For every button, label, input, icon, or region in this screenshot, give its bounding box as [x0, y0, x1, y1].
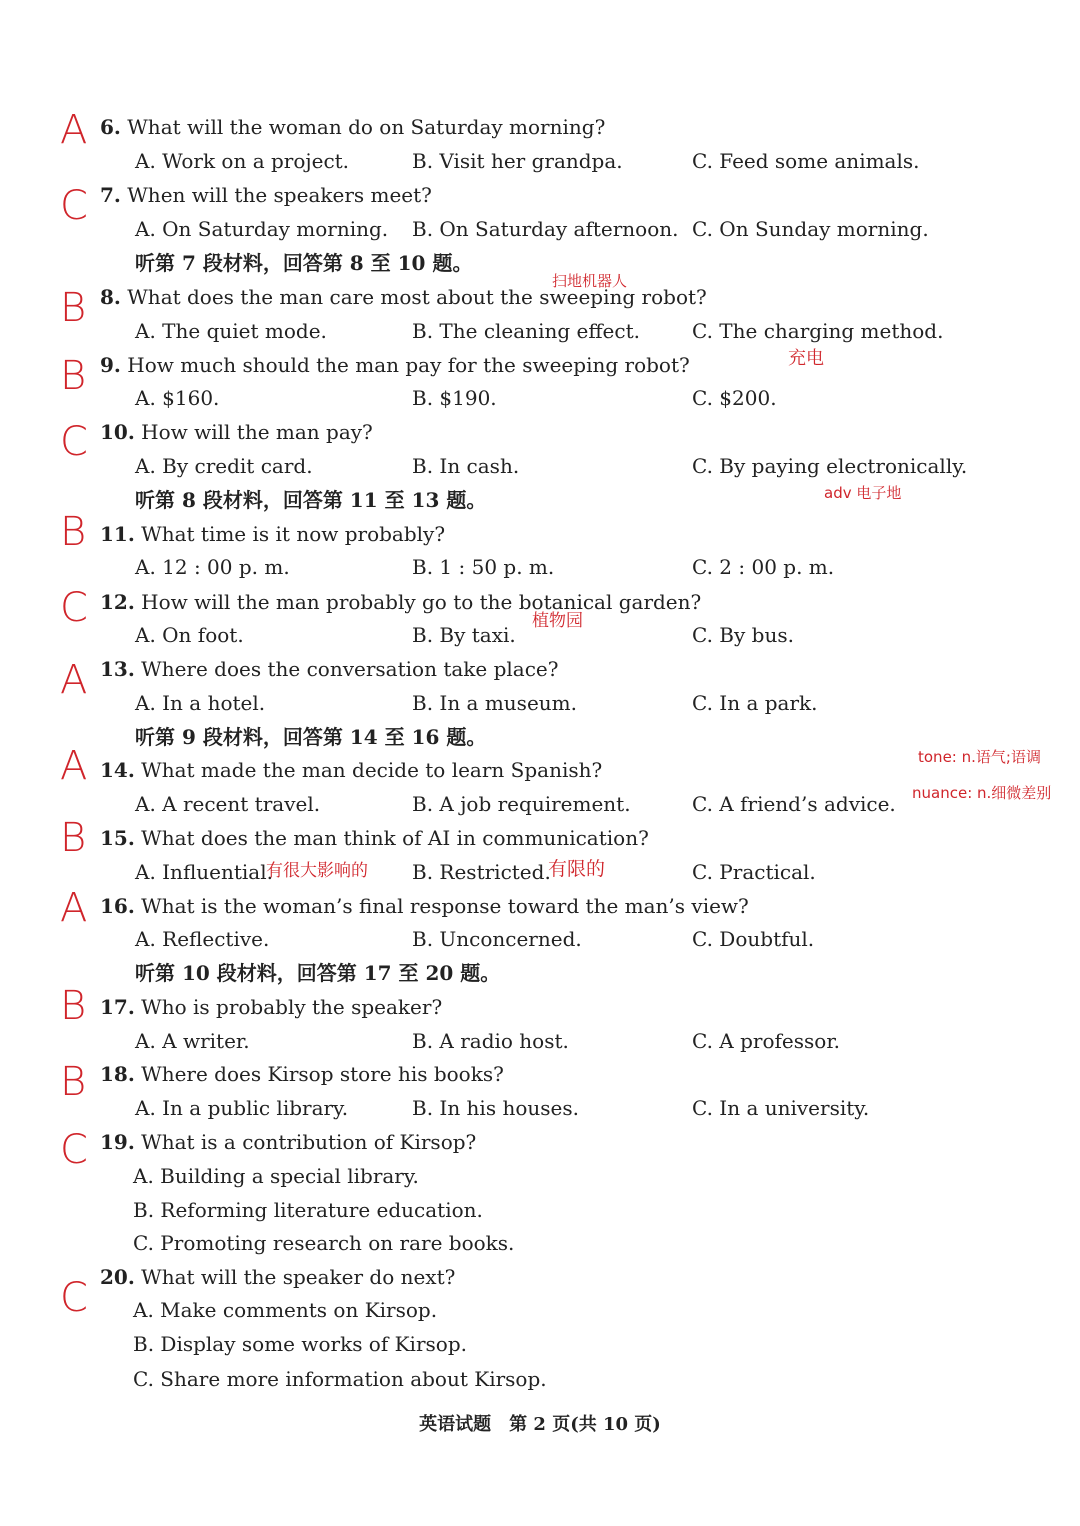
- answer-mark-13: A: [60, 657, 88, 703]
- option-7-a: A. On Saturday morning.: [135, 217, 389, 241]
- handwritten-note: 充电: [788, 348, 824, 369]
- section-heading: 听第 9 段材料，回答第 14 至 16 题。: [135, 725, 487, 749]
- option-6-b: B. Visit her grandpa.: [412, 149, 623, 173]
- option-9-a: A. $160.: [135, 386, 220, 410]
- answer-mark-17: B: [60, 983, 87, 1029]
- handwritten-note: 扫地机器人: [552, 272, 628, 290]
- question-text: Where does the conversation take place?: [141, 657, 559, 681]
- question-14: [100, 757, 602, 783]
- option-12-c: C. By bus.: [692, 623, 794, 647]
- handwritten-note: tone: n.语气;语调: [918, 748, 1041, 766]
- option-6-c: C. Feed some animals.: [692, 149, 920, 173]
- option-19-a: A. Building a special library.: [133, 1164, 419, 1188]
- option-10-a: A. By credit card.: [135, 454, 313, 478]
- option-19-c: C. Promoting research on rare books.: [133, 1231, 515, 1255]
- question-number: 9.: [100, 353, 121, 377]
- option-11-a: A. 12 : 00 p. m.: [135, 555, 290, 579]
- option-18-b: B. In his houses.: [412, 1096, 579, 1120]
- question-6: [100, 114, 605, 140]
- answer-mark-14: A: [60, 743, 88, 789]
- section-heading: 听第 8 段材料，回答第 11 至 13 题。: [135, 488, 487, 512]
- option-13-b: B. In a museum.: [412, 691, 577, 715]
- option-17-b: B. A radio host.: [412, 1029, 569, 1053]
- answer-mark-7: C: [60, 183, 88, 229]
- option-20-b: B. Display some works of Kirsop.: [133, 1332, 467, 1356]
- question-19: [100, 1129, 476, 1155]
- question-number: 16.: [100, 894, 135, 918]
- question-text: Where does Kirsop store his books?: [141, 1062, 504, 1086]
- question-text: How much should the man pay for the sweeping robot?: [127, 353, 690, 377]
- answer-mark-9: B: [60, 353, 87, 399]
- question-18: [100, 1061, 504, 1087]
- answer-mark-18: B: [60, 1059, 87, 1105]
- option-14-c: C. A friend’s advice.: [692, 792, 896, 816]
- question-number: 7.: [100, 183, 121, 207]
- option-11-c: C. 2 : 00 p. m.: [692, 555, 835, 579]
- option-10-c: C. By paying electronically.: [692, 454, 968, 478]
- question-text: What is the woman’s final response toward the man’s view?: [141, 894, 749, 918]
- section-heading: 听第 10 段材料，回答第 17 至 20 题。: [135, 961, 501, 985]
- question-7: [100, 182, 432, 208]
- question-9: [100, 352, 690, 378]
- option-20-c: C. Share more information about Kirsop.: [133, 1367, 547, 1391]
- answer-mark-20: C: [60, 1275, 88, 1321]
- option-9-b: B. $190.: [412, 386, 497, 410]
- handwritten-note: nuance: n.细微差别: [912, 784, 1052, 802]
- question-text: What will the speaker do next?: [141, 1265, 456, 1289]
- question-text: What is a contribution of Kirsop?: [141, 1130, 477, 1154]
- option-15-c: C. Practical.: [692, 860, 816, 884]
- handwritten-note: 植物园: [532, 611, 583, 631]
- option-14-a: A. A recent travel.: [135, 792, 321, 816]
- option-17-a: A. A writer.: [135, 1029, 250, 1053]
- option-6-a: A. Work on a project.: [135, 149, 350, 173]
- option-16-a: A. Reflective.: [135, 927, 270, 951]
- question-10: [100, 419, 373, 445]
- option-12-a: A. On foot.: [135, 623, 244, 647]
- option-13-c: C. In a park.: [692, 691, 818, 715]
- option-9-c: C. $200.: [692, 386, 777, 410]
- answer-mark-19: C: [60, 1127, 88, 1173]
- answer-mark-8: B: [60, 285, 87, 331]
- option-7-c: C. On Sunday morning.: [692, 217, 929, 241]
- answer-mark-6: A: [60, 107, 88, 153]
- question-number: 8.: [100, 285, 121, 309]
- question-number: 15.: [100, 826, 135, 850]
- option-14-b: B. A job requirement.: [412, 792, 631, 816]
- question-20: [100, 1264, 455, 1290]
- answer-mark-11: B: [60, 509, 87, 555]
- question-11: [100, 521, 445, 547]
- question-text: When will the speakers meet?: [127, 183, 432, 207]
- question-text: What made the man decide to learn Spanish?: [141, 758, 603, 782]
- answer-mark-16: A: [60, 885, 88, 931]
- question-number: 12.: [100, 590, 135, 614]
- question-number: 19.: [100, 1130, 135, 1154]
- question-12: [100, 589, 701, 615]
- question-13: [100, 656, 558, 682]
- option-15-a: A. Influential.: [135, 860, 273, 884]
- question-text: What does the man think of AI in communication?: [141, 826, 649, 850]
- page-footer: 英语试题 第 2 页(共 10 页): [419, 1414, 661, 1435]
- question-8: [100, 284, 707, 310]
- option-20-a: A. Make comments on Kirsop.: [133, 1298, 438, 1322]
- option-18-c: C. In a university.: [692, 1096, 870, 1120]
- option-10-b: B. In cash.: [412, 454, 520, 478]
- option-17-c: C. A professor.: [692, 1029, 841, 1053]
- option-15-b: B. Restricted.: [412, 860, 551, 884]
- section-heading: 听第 7 段材料，回答第 8 至 10 题。: [135, 251, 473, 275]
- option-7-b: B. On Saturday afternoon.: [412, 217, 679, 241]
- question-text: What time is it now probably?: [141, 522, 446, 546]
- option-19-b: B. Reforming literature education.: [133, 1198, 483, 1222]
- question-number: 17.: [100, 995, 135, 1019]
- question-number: 11.: [100, 522, 135, 546]
- answer-mark-10: C: [60, 419, 88, 465]
- question-text: Who is probably the speaker?: [141, 995, 443, 1019]
- option-16-b: B. Unconcerned.: [412, 927, 582, 951]
- question-text: What will the woman do on Saturday morning?: [127, 115, 606, 139]
- option-8-b: B. The cleaning effect.: [412, 319, 640, 343]
- answer-mark-15: B: [60, 815, 87, 861]
- option-8-c: C. The charging method.: [692, 319, 944, 343]
- question-text: What does the man care most about the sweeping robot?: [127, 285, 707, 309]
- question-number: 18.: [100, 1062, 135, 1086]
- question-number: 13.: [100, 657, 135, 681]
- option-18-a: A. In a public library.: [135, 1096, 349, 1120]
- handwritten-note: 有限的: [548, 858, 606, 880]
- option-16-c: C. Doubtful.: [692, 927, 815, 951]
- option-12-b: B. By taxi.: [412, 623, 516, 647]
- option-13-a: A. In a hotel.: [135, 691, 266, 715]
- question-number: 10.: [100, 420, 135, 444]
- handwritten-note: 有很大影响的: [266, 861, 368, 881]
- question-15: [100, 825, 649, 851]
- question-number: 14.: [100, 758, 135, 782]
- handwritten-note: adv 电子地: [824, 484, 902, 502]
- option-8-a: A. The quiet mode.: [135, 319, 327, 343]
- answer-mark-12: C: [60, 585, 88, 631]
- question-number: 6.: [100, 115, 121, 139]
- question-16: [100, 893, 749, 919]
- question-text: How will the man probably go to the botanical garden?: [141, 590, 702, 614]
- option-11-b: B. 1 : 50 p. m.: [412, 555, 555, 579]
- question-text: How will the man pay?: [141, 420, 373, 444]
- question-number: 20.: [100, 1265, 135, 1289]
- question-17: [100, 994, 442, 1020]
